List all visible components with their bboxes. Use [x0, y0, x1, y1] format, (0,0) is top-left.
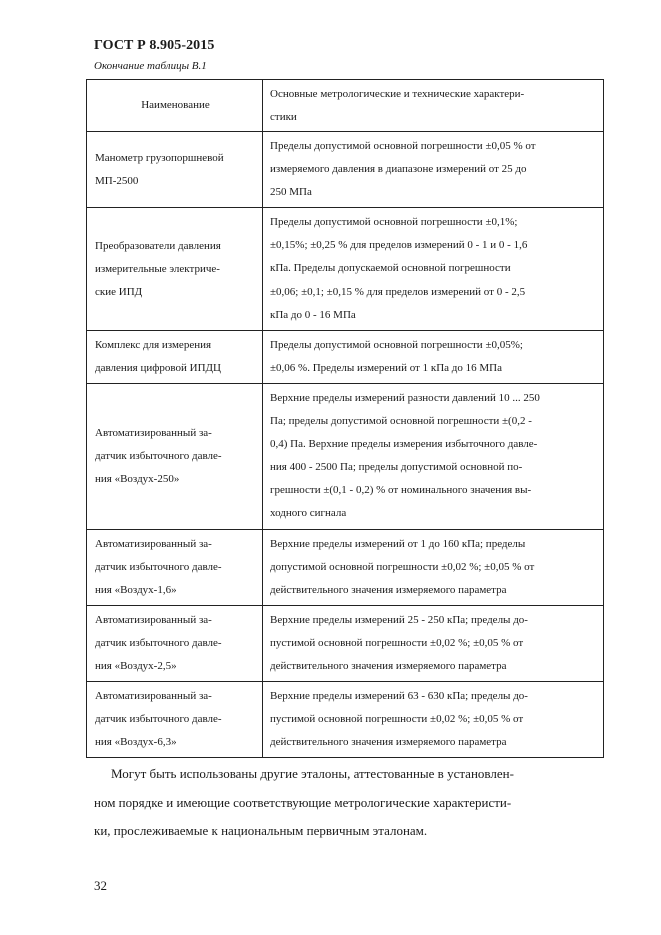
table-body [87, 132, 603, 757]
desc-line: ±0,06; ±0,1; ±0,15 % для пределов измерений от 0 - 2,5 [270, 285, 526, 298]
name-line: датчик избыточного давле- [95, 636, 222, 649]
cell-name-text [95, 147, 224, 193]
desc-line: Па; пределы допустимой основной погрешности ±(0,2 - [270, 415, 532, 428]
desc-line: ±0,06 %. Пределы измерений от 1 кПа до 16 МПа [270, 361, 502, 374]
desc-line: допустимой основной погрешности ±0,02 %; ±0,05 % от [270, 560, 535, 573]
cell-characteristics [263, 682, 603, 757]
desc-line: действительного значения измеряемого параметра [270, 736, 507, 749]
desc-line: кПа до 0 - 16 МПа [270, 308, 356, 321]
desc-line: ния 400 - 2500 Па; пределы допустимой основной по- [270, 461, 523, 474]
desc-line: Пределы допустимой основной погрешности ±0,1%; [270, 216, 518, 229]
paragraph-line: ки, прослеживаемые к национальным первичным эталонам. [94, 823, 428, 838]
cell-name-text [95, 685, 222, 754]
desc-line: действительного значения измеряемого параметра [270, 659, 507, 672]
desc-line: пустимой основной погрешности ±0,02 %; ±0,05 % от [270, 713, 524, 726]
header-char-line: Основные метрологические и технические характери- [270, 88, 525, 100]
name-line: МП-2500 [95, 174, 139, 187]
cell-characteristics [263, 530, 603, 605]
desc-line: измеряемого давления в диапазоне измерений от 25 до [270, 163, 527, 176]
desc-line: пустимой основной погрешности ±0,02 %; ±0,05 % от [270, 636, 524, 649]
cell-name [87, 384, 263, 529]
desc-line: 250 МПа [270, 186, 312, 199]
table-row [87, 384, 603, 530]
desc-line: Верхние пределы измерений от 1 до 160 кПа; пределы [270, 537, 526, 550]
cell-name [87, 530, 263, 605]
cell-characteristics [263, 606, 603, 681]
desc-line: кПа. Пределы допускаемой основной погрешности [270, 262, 511, 275]
table-row [87, 530, 603, 606]
name-line: ния «Воздух-6,3» [95, 736, 177, 749]
desc-line: грешности ±(0,1 - 0,2) % от номинального значения вы- [270, 484, 532, 497]
cell-characteristics [263, 384, 603, 529]
cell-name [87, 331, 263, 383]
table-header-row [87, 80, 603, 132]
desc-line: Верхние пределы измерений разности давлений 10 ... 250 [270, 391, 540, 404]
name-line: ния «Воздух-1,6» [95, 583, 177, 596]
table-row [87, 132, 603, 208]
cell-name-text [95, 609, 222, 678]
name-line: датчик избыточного давле- [95, 713, 222, 726]
header-name [87, 80, 263, 131]
table-row [87, 208, 603, 330]
cell-characteristics [263, 331, 603, 383]
name-line: датчик избыточного давле- [95, 560, 222, 573]
desc-line: ±0,15%; ±0,25 % для пределов измерений 0 - 1 и 0 - 1,6 [270, 239, 528, 252]
cell-name [87, 682, 263, 757]
standards-table [86, 79, 604, 758]
name-line: Автоматизированный за- [95, 426, 212, 439]
header-name-label: Наименование [141, 99, 210, 111]
cell-name [87, 132, 263, 207]
name-line: измерительные электриче- [95, 262, 220, 275]
cell-name [87, 208, 263, 329]
table-caption: Окончание таблицы В.1 [94, 60, 207, 72]
desc-line: Верхние пределы измерений 25 - 250 кПа; пределы до- [270, 613, 528, 626]
name-line: Автоматизированный за- [95, 537, 212, 550]
name-line: Манометр грузопоршневой [95, 151, 224, 164]
desc-line: 0,4) Па. Верхние пределы измерения избыточного давле- [270, 438, 538, 451]
name-line: ния «Воздух-2,5» [95, 659, 177, 672]
desc-line: действительного значения измеряемого параметра [270, 583, 507, 596]
desc-line: ходного сигнала [270, 507, 347, 520]
cell-name-text [95, 235, 221, 304]
cell-name-text [95, 334, 221, 380]
name-line: ния «Воздух-250» [95, 472, 180, 485]
header-characteristics [263, 80, 603, 131]
cell-characteristics [263, 208, 603, 329]
table-row [87, 682, 603, 757]
page-number: 32 [94, 878, 107, 893]
name-line: ские ИПД [95, 285, 143, 298]
desc-line: Пределы допустимой основной погрешности ±0,05%; [270, 338, 523, 351]
body-paragraph [94, 760, 599, 846]
cell-name-text [95, 533, 222, 602]
name-line: датчик избыточного давле- [95, 449, 222, 462]
paragraph-line: Могут быть использованы другие эталоны, аттестованные в установлен- [111, 766, 514, 781]
name-line: Комплекс для измерения [95, 338, 212, 351]
desc-line: Пределы допустимой основной погрешности ±0,05 % от [270, 140, 536, 152]
name-line: давления цифровой ИПДЦ [95, 361, 221, 374]
table-row [87, 606, 603, 682]
cell-name-text [95, 422, 222, 491]
cell-name [87, 606, 263, 681]
document-code: ГОСТ Р 8.905-2015 [94, 38, 215, 53]
cell-characteristics [263, 132, 603, 207]
table-row [87, 331, 603, 384]
name-line: Автоматизированный за- [95, 613, 212, 626]
name-line: Преобразователи давления [95, 239, 221, 252]
paragraph-line: ном порядке и имеющие соответствующие метрологические характеристи- [94, 794, 512, 810]
desc-line: Верхние пределы измерений 63 - 630 кПа; пределы до- [270, 690, 528, 703]
header-char-line: стики [270, 111, 297, 123]
name-line: Автоматизированный за- [95, 690, 212, 703]
